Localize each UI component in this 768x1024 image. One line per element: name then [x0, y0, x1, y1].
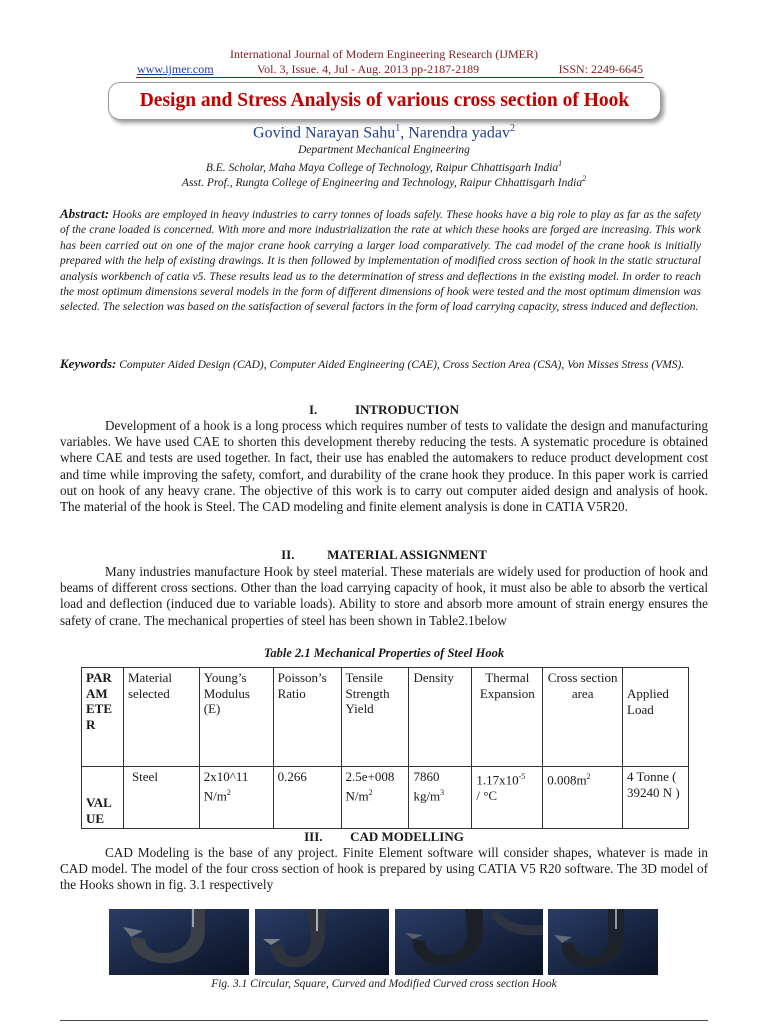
table-cell-thermal: [472, 767, 543, 829]
tensile-unit-sup: 2: [368, 787, 373, 797]
affiliation-2-text: Asst. Prof., Rungta College of Engineering and Technology, Raipur Chhattisgarh India: [181, 176, 583, 189]
section-heading-introduction: [0, 402, 768, 418]
affiliation-1-sup: 1: [558, 159, 563, 168]
table-cell-poisson: 0.266: [273, 767, 341, 829]
author-separator: ,: [400, 124, 409, 142]
journal-issn: ISSN: 2249-6645: [558, 62, 643, 76]
hook-modified-curved-image: [548, 909, 658, 975]
area-value: 0.008m: [547, 772, 587, 788]
youngs-unit-sup: 2: [226, 787, 231, 797]
table-header-cell: Poisson’s Ratio: [273, 668, 341, 767]
area-sup: 2: [586, 772, 591, 781]
thermal-unit: / °C: [476, 787, 498, 803]
journal-website-link[interactable]: www.ijmer.com: [137, 62, 214, 76]
tensile-unit: N/m: [345, 787, 369, 803]
table-cell-area: [543, 767, 623, 829]
keywords: [60, 356, 701, 373]
table-cell-youngs: [199, 767, 273, 829]
table-header-cell: Density: [409, 668, 472, 767]
journal-name: International Journal of Modern Engineering Research (IJMER): [230, 47, 538, 61]
affiliation-2-sup: 2: [582, 174, 587, 183]
affiliation-2: [0, 174, 768, 189]
table-cell-material: Steel: [123, 767, 199, 829]
hook-figures: [0, 909, 768, 975]
table-header-cell: Tensile Strength Yield: [341, 668, 409, 767]
density-value: 7860: [413, 769, 440, 784]
table-header-cell: Applied Load: [623, 668, 689, 767]
table-header-cell: Cross section area: [543, 668, 623, 767]
density-unit: kg/m: [413, 787, 441, 803]
density-unit-sup: 3: [440, 787, 445, 797]
hook-circular-image: [109, 909, 249, 975]
youngs-value: 2x10^11: [203, 769, 249, 784]
affiliation-1-text: B.E. Scholar, Maha Maya College of Technology, Raipur Chhattisgarh India: [205, 161, 559, 174]
title-box: [108, 82, 661, 120]
table-param-label: PAR AM ETE R: [82, 668, 124, 767]
table-header-cell: Thermal Expansion: [472, 668, 543, 767]
material-paragraph: Many industries manufacture Hook by steel material. These materials are widely used for production of hook and beams of different cross sections. Other than the load carrying capacity of hook, it must also be able to absorb the vertical load and deflection (induced due to variable loads). Ability to store and absorb more amount of strain energy ensures the safety of crane. The mechanical properties of steel has been shown in Table2.1below: [60, 564, 708, 628]
tensile-value: 2.5e+008: [345, 769, 395, 784]
author-line: [0, 123, 768, 142]
introduction-paragraph: Development of a hook is a long process which requires number of tests to validate the design and manufacturing variables. We have used CAE to shorten this development thereby reducing the tests. A systematic procedure is obtained where CAE and tests are used together. In fact, their use has enabled the automakers to reduce product development cost and time while improving the safety, comfort, and durability of the crane hook they produce. In this paper work is carried out on hook of any heavy crane. The objective of this work is to carry out computer aided design and analysis of hook. The material of the hook is Steel. The CAD modeling and finite element analysis is done in CATIA V5R20.: [60, 418, 708, 515]
keywords-label: Keywords:: [60, 356, 117, 371]
hook-curved-image: [395, 909, 543, 975]
thermal-value: 1.17x10: [476, 772, 519, 788]
abstract-text: Hooks are employed in heavy industries to carry tonnes of loads safely. These hooks have a big role to play as far as the safety of the crane loaded is concerned. With more and more industrialization the rate at which these hooks are forged are increasing. This work has been carried out on one of the major crane hook carrying a larger load comparatively. The cad model of the crane hook is initially prepared with the help of existing drawings. It is then followed by implementation of modified cross section of hook in the static structural analysis workbench of catia v5. These results lead us to the determination of stress and deflections in the existing model. In order to reach the most optimum dimensions several models in the form of different dimensions of hook were tested and the most optimum dimension was selected. The selection was based on the satisfaction of several factors in the form of load carrying capacity, stress induced and deflection.: [60, 209, 701, 314]
table-value-label: VAL UE: [82, 767, 124, 829]
table-cell-tensile: [341, 767, 409, 829]
table-cell-density: [409, 767, 472, 829]
table-caption: Table 2.1 Mechanical Properties of Steel Hook: [263, 646, 505, 660]
author-1-sup: 1: [395, 123, 401, 134]
journal-volume: Vol. 3, Issue. 4, Jul - Aug. 2013 pp-2187-2189: [257, 62, 480, 76]
section-title: MATERIAL ASSIGNMENT: [327, 547, 487, 562]
affiliation-1: [0, 159, 768, 174]
table-header-cell: Young’s Modulus (E): [199, 668, 273, 767]
abstract-label: Abstract:: [60, 206, 110, 221]
properties-table: [81, 667, 689, 829]
affiliation-department: Department Mechanical Engineering: [298, 144, 470, 156]
youngs-unit: N/m: [203, 787, 227, 803]
table-cell-load: 4 Tonne ( 39240 N ): [623, 767, 689, 829]
thermal-sup: -5: [518, 772, 526, 781]
section-number: I.: [308, 402, 318, 417]
author-2-sup: 2: [509, 123, 515, 134]
section-title: INTRODUCTION: [354, 402, 459, 417]
table-header-row: [82, 668, 689, 767]
section-heading-material: [0, 547, 768, 563]
author-1: Govind Narayan Sahu: [253, 124, 396, 142]
table-value-row: [82, 767, 689, 829]
table-header-cell: Material selected: [123, 668, 199, 767]
keywords-text: Computer Aided Design (CAD), Computer Aided Engineering (CAE), Cross Section Area (CSA), Von Misses Stress (VMS).: [116, 359, 685, 371]
paper-title: Design and Stress Analysis of various cross section of Hook: [139, 90, 630, 111]
abstract: [60, 206, 701, 316]
section-title: CAD MODELLING: [350, 829, 464, 844]
figure-caption: Fig. 3.1 Circular, Square, Curved and Modified Curved cross section Hook: [211, 978, 557, 990]
author-2: Narendra yadav: [408, 124, 510, 142]
section-number: II.: [281, 547, 295, 562]
hook-square-image: [255, 909, 389, 975]
cad-paragraph: CAD Modeling is the base of any project. Finite Element software will consider shapes, whatever is made in CAD model. The model of the four cross section of hook is prepared by using CATIA V5 R20 software. The 3D model of the Hooks shown in fig. 3.1 respectively: [60, 845, 708, 893]
section-number: III.: [304, 829, 323, 844]
section-heading-cad: [0, 829, 768, 845]
footer-rule: [60, 1020, 708, 1021]
header-rule: [136, 77, 644, 78]
